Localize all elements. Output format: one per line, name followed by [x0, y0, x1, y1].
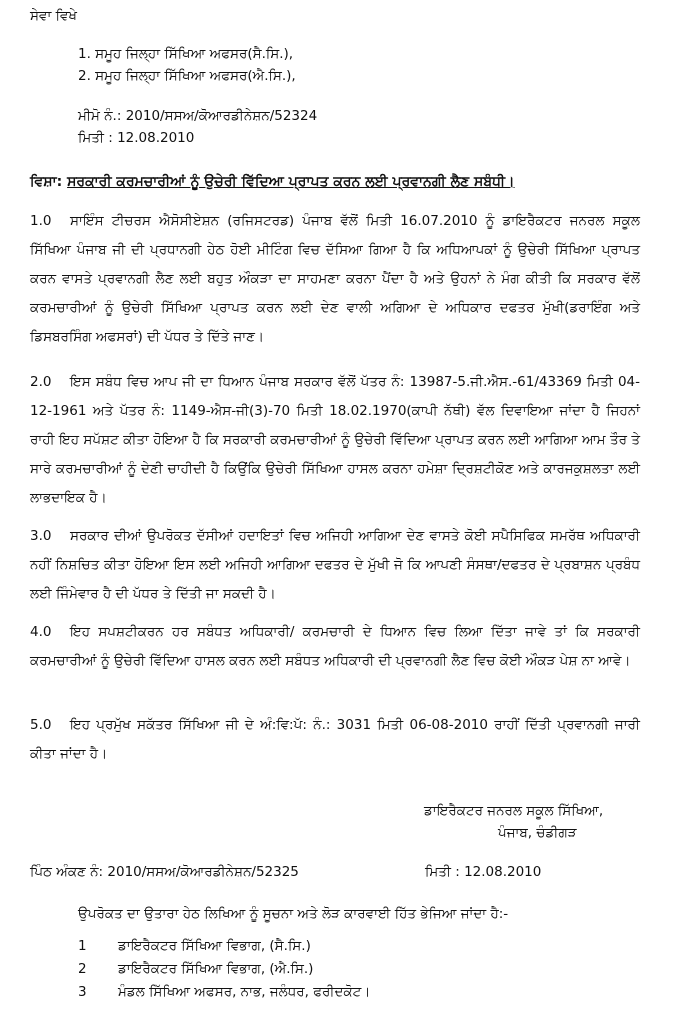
copy-recipient-2: [78, 959, 313, 979]
paragraph-number: 3.0: [30, 528, 52, 544]
endorsement-number: ਪਿੰਠ ਅੰਕਣ ਨੰ: 2010/ਸਸਅ/ਕੋਆਰਡੀਨੇਸ਼ਨ/52325: [30, 864, 299, 880]
endorsement-date: ਮਿਤੀ : 12.08.2010: [425, 864, 542, 880]
paragraph-number: 4.0: [30, 624, 52, 640]
paragraph-text: ਸਰਕਾਰ ਦੀਆਂ ਉਪਰੋਕਤ ਦੱਸੀਆਂ ਹਦਾਇਤਾਂ ਵਿਚ ਅਜਿਹੀ ਆਗਿਆ ਦੇਣ ਵਾਸਤੇ ਕੋਈ ਸਪੈਸਿਫਿਕ ਸਮਰੱਥ ਅਧਿਕਾਰੀ ਨਹੀਂ ਨਿਸ਼ਚਿਤ ਕੀਤਾ ਹੋਇਆ ਇਸ ਲਈ ਅਜਿਹੀ ਆਗਿਆ ਦਫਤਰ ਦੇ ਮੁੱਖੀ ਜੋ ਕਿ ਆਪਣੀ ਸੰਸਥਾ/ਦਫਤਰ ਦੇ ਪ੍ਰਬਾਸ਼ਨ ਪ੍ਰਬੰਧ ਲਈ ਜਿੰਮੇਵਾਰ ਹੈ ਦੀ ਪੱਧਰ ਤੇ ਦਿੱਤੀ ਜਾ ਸਕਦੀ ਹੈ।: [30, 528, 640, 602]
signature-place: ਪੰਜਾਬ, ਚੰਡੀਗੜ: [498, 825, 577, 841]
signature-title: ਡਾਇਰੈਕਟਰ ਜਨਰਲ ਸਕੂਲ ਸਿੱਖਿਆ,: [424, 803, 604, 819]
memo-date: ਮਿਤੀ : 12.08.2010: [78, 130, 195, 146]
salutation: ਸੇਵਾ ਵਿਖੇ: [30, 8, 77, 24]
paragraph-5: [30, 711, 640, 769]
recipient-2: 2. ਸਮੂਹ ਜਿਲ੍ਹਾ ਸਿੱਖਿਆ ਅਫਸਰ(ਐ.ਸਿ.),: [78, 68, 296, 84]
copy-recipient-1: [78, 936, 311, 956]
copy-recipient-number: 1: [78, 938, 87, 954]
subject-label: ਵਿਸ਼ਾ:: [30, 174, 63, 190]
copy-recipient-text: ਡਾਇਰੈਕਟਰ ਸਿੱਖਿਆ ਵਿਭਾਗ, (ਸੈ.ਸਿ.): [118, 938, 311, 954]
memo-number: ਮੀਮੋ ਨੰ.: 2010/ਸਸਅ/ਕੋਆਰਡੀਨੇਸ਼ਨ/52324: [78, 108, 318, 124]
recipient-1: 1. ਸਮੂਹ ਜਿਲ੍ਹਾ ਸਿੱਖਿਆ ਅਫਸਰ(ਸੈ.ਸਿ.),: [78, 46, 294, 62]
copy-recipient-number: 3: [78, 984, 87, 1000]
subject-text: ਸਰਕਾਰੀ ਕਰਮਚਾਰੀਆਂ ਨੂੰ ਉਚੇਰੀ ਵਿੱਦਿਆ ਪ੍ਰਾਪਤ ਕਰਨ ਲਈ ਪ੍ਰਵਾਨਗੀ ਲੈਣ ਸਬੰਧੀ।: [67, 174, 515, 190]
paragraph-4: [30, 618, 640, 676]
copy-recipient-text: ਡਾਇਰੈਕਟਰ ਸਿੱਖਿਆ ਵਿਭਾਗ, (ਐ.ਸਿ.): [118, 961, 314, 977]
paragraph-number: 1.0: [30, 213, 52, 229]
paragraph-text: ਸਾਇੰਸ ਟੀਚਰਸ ਐਸੋਸੀਏਸ਼ਨ (ਰਜਿਸਟਰਡ) ਪੰਜਾਬ ਵੱਲੋਂ ਮਿਤੀ 16.07.2010 ਨੂੰ ਡਾਇਰੈਕਟਰ ਜਨਰਲ ਸਕੂਲ ਸਿੱਖਿਆ ਪੰਜਾਬ ਜੀ ਦੀ ਪ੍ਰਧਾਨਗੀ ਹੇਠ ਹੋਈ ਮੀਟਿੰਗ ਵਿਚ ਦੱਸਿਆ ਗਿਆ ਹੈ ਕਿ ਅਧਿਆਪਕਾਂ ਨੂੰ ਉਚੇਰੀ ਸਿੱਖਿਆ ਪ੍ਰਾਪਤ ਕਰਨ ਵਾਸਤੇ ਪ੍ਰਵਾਨਗੀ ਲੈਣ ਲਈ ਬਹੁਤ ਔਕੜਾ ਦਾ ਸਾਹਮਣਾ ਕਰਨਾ ਪੈਂਦਾ ਹੈ ਅਤੇ ਉਹਨਾਂ ਨੇ ਮੰਗ ਕੀਤੀ ਕਿ ਸਰਕਾਰ ਵੱਲੋਂ ਕਰਮਚਾਰੀਆਂ ਨੂੰ ਉਚੇਰੀ ਸਿੱਖਿਆ ਪ੍ਰਾਪਤ ਕਰਨ ਲਈ ਦੇਣ ਵਾਲੀ ਅਗਿਆ ਦੇ ਅਧਿਕਾਰ ਦਫਤਰ ਮੁੱਖੀ(ਡਰਾਇੰਗ ਅਤੇ ਡਿਸਬਰਸਿੰਗ ਅਫਸਰਾਂ) ਦੀ ਪੱਧਰ ਤੇ ਦਿੱਤੇ ਜਾਣ।: [30, 213, 640, 345]
copy-recipient-3: [78, 982, 370, 1002]
copy-recipient-text: ਮੰਡਲ ਸਿੱਖਿਆ ਅਫਸਰ, ਨਾਭ, ਜਲੰਧਰ, ਫਰੀਦਕੋਟ।: [118, 984, 371, 1000]
copy-recipient-number: 2: [78, 961, 87, 977]
subject-line: [30, 172, 515, 192]
paragraph-number: 2.0: [30, 374, 52, 390]
paragraph-text: ਇਸ ਸਬੰਧ ਵਿਚ ਆਪ ਜੀ ਦਾ ਧਿਆਨ ਪੰਜਾਬ ਸਰਕਾਰ ਵੱਲੋਂ ਪੱਤਰ ਨੰ: 13987-5.ਜੀ.ਐਸ.-61/43369 ਮਿਤੀ 04-12-1961 ਅਤੇ ਪੱਤਰ ਨੰ: 1149-ਐਸ-ਜੀ(3)-70 ਮਿਤੀ 18.02.1970(ਕਾਪੀ ਨੱਥੀ) ਵੱਲ ਦਿਵਾਇਆ ਜਾਂਦਾ ਹੈ ਜਿਹਨਾਂ ਰਾਹੀ ਇਹ ਸਪੱਸ਼ਟ ਕੀਤਾ ਹੋਇਆ ਹੈ ਕਿ ਸਰਕਾਰੀ ਕਰਮਚਾਰੀਆਂ ਨੂੰ ਉਚੇਰੀ ਵਿੱਦਿਆ ਪ੍ਰਾਪਤ ਕਰਨ ਲਈ ਆਗਿਆ ਆਮ ਤੌਰ ਤੇ ਸਾਰੇ ਕਰਮਚਾਰੀਆਂ ਨੂੰ ਦੇਣੀ ਚਾਹੀਦੀ ਹੈ ਕਿਉਂਕਿ ਉਚੇਰੀ ਸਿੱਖਿਆ ਹਾਸਲ ਕਰਨਾ ਹਮੇਸ਼ਾ ਦ੍ਰਿਸ਼ਟੀਕੋਣ ਅਤੇ ਕਾਰਜਕੁਸ਼ਲਤਾ ਲਈ ਲਾਭਦਾਇਕ ਹੈ।: [30, 374, 640, 506]
paragraph-text: ਇਹ ਸਪਸ਼ਟੀਕਰਨ ਹਰ ਸਬੰਧਤ ਅਧਿਕਾਰੀ/ ਕਰਮਚਾਰੀ ਦੇ ਧਿਆਨ ਵਿਚ ਲਿਆ ਦਿੱਤਾ ਜਾਵੇ ਤਾਂ ਕਿ ਸਰਕਾਰੀ ਕਰਮਚਾਰੀਆਂ ਨੂੰ ਉਚੇਰੀ ਵਿੱਦਿਆ ਹਾਸਲ ਕਰਨ ਲਈ ਸਬੰਧਤ ਅਧਿਕਾਰੀ ਦੀ ਪ੍ਰਵਾਨਗੀ ਲੈਣ ਵਿਚ ਕੋਈ ਔਕੜ ਪੇਸ਼ ਨਾ ਆਵੇ।: [30, 624, 640, 669]
paragraph-text: ਇਹ ਪ੍ਰਮੁੱਖ ਸਕੱਤਰ ਸਿੱਖਿਆ ਜੀ ਦੇ ਅੰ:ਵਿ:ਪੱ: ਨੰ.: 3031 ਮਿਤੀ 06-08-2010 ਰਾਹੀਂ ਦਿੱਤੀ ਪ੍ਰਵਾਨਗੀ ਜਾਰੀ ਕੀਤਾ ਜਾਂਦਾ ਹੈ।: [30, 717, 640, 762]
paragraph-1: [30, 207, 640, 352]
paragraph-2: [30, 368, 640, 513]
paragraph-number: 5.0: [30, 717, 52, 733]
endorsement-intro: ਉਪਰੋਕਤ ਦਾ ਉਤਾਰਾ ਹੇਠ ਲਿਖਿਆ ਨੂੰ ਸੂਚਨਾ ਅਤੇ ਲੋੜ ਕਾਰਵਾਈ ਹਿੱਤ ਭੇਜਿਆ ਜਾਂਦਾ ਹੈ:-: [78, 906, 509, 922]
paragraph-3: [30, 522, 640, 609]
